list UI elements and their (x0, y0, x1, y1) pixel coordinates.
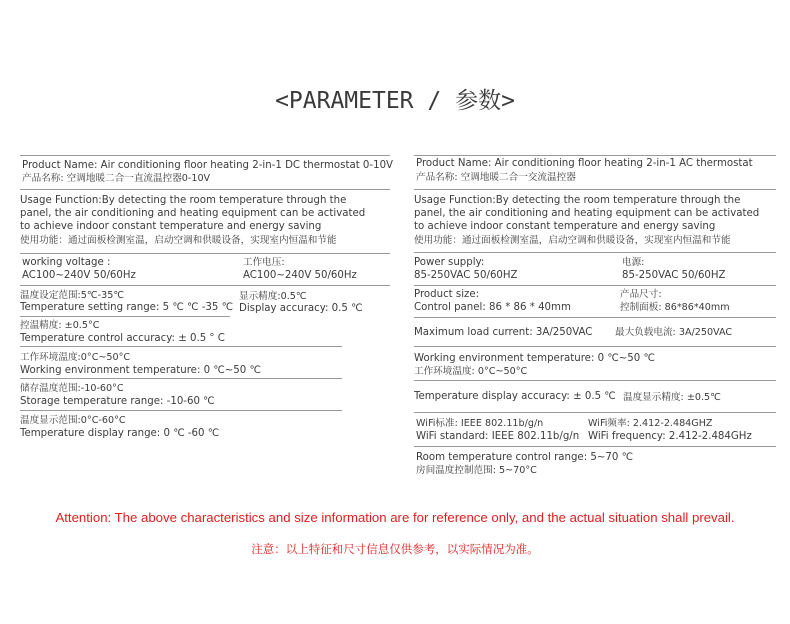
divider (414, 412, 776, 413)
max-load-cn: 最大负载电流: 3A/250VAC (615, 327, 733, 338)
divider (20, 378, 342, 379)
product-name-en: Product Name: Air conditioning floor heating 2-in-1 AC thermostat (416, 158, 753, 169)
room-range-en: Room temperature control range: 5~70 ℃ (416, 452, 634, 463)
size-value-cn: 控制面板: 86*86*40mm (620, 302, 730, 313)
wifi-standard-en: WiFi standard: IEEE 802.11b/g/n (416, 431, 580, 442)
usage-en-line1: Usage Function:By detecting the room temperature through the (20, 195, 347, 206)
attention-note-en: Attention: The above characteristics and size information are for reference only, and the actual situation shall prevail. (55, 510, 735, 525)
storage-range-en: Storage temperature range: -10-60 ℃ (20, 396, 215, 407)
divider (414, 446, 776, 447)
product-name-cn: 产品名称: 空调地暖二合一交流温控器 (416, 172, 576, 183)
divider (20, 410, 342, 411)
divider (414, 285, 776, 286)
usage-en-line1: Usage Function:By detecting the room temperature through the (414, 195, 741, 206)
size-value-en: Control panel: 86 * 86 * 40mm (414, 302, 571, 313)
divider (20, 253, 390, 254)
env-temp-en: Working environment temperature: 0 ℃~50 ℃ (414, 353, 655, 364)
usage-en-line2: panel, the air conditioning and heating equipment can be activated (20, 208, 366, 219)
divider (20, 316, 230, 317)
env-temp-en: Working environment temperature: 0 ℃~50 ℃ (20, 365, 261, 376)
product-name-cn: 产品名称: 空调地暖二合一直流温控器0-10V (22, 173, 211, 184)
max-load-en: Maximum load current: 3A/250VAC (414, 327, 593, 338)
usage-cn: 使用功能：通过面板检测室温，启动空调和供暖设备，实现室内恒温和节能 (20, 235, 337, 246)
divider (414, 346, 776, 347)
display-accuracy-cn: 显示精度:0.5℃ (239, 291, 307, 302)
display-range-en: Temperature display range: 0 ℃ -60 ℃ (20, 428, 220, 439)
usage-en-line2: panel, the air conditioning and heating equipment can be activated (414, 208, 760, 219)
divider (20, 285, 390, 286)
room-range-cn: 房间温度控制范围: 5~70°C (416, 465, 537, 476)
env-temp-cn: 工作环境温度: 0°C~50°C (414, 366, 528, 377)
size-label-en: Product size: (414, 289, 480, 300)
usage-en-line3: to achieve indoor constant temperature and energy saving (414, 221, 716, 232)
display-accuracy-en: Temperature display accuracy: ± 0.5 ℃ (414, 391, 616, 402)
voltage-label-cn: 工作电压: (243, 257, 285, 268)
page-title: <PARAMETER / 参数> (275, 88, 515, 114)
power-label-en: Power supply: (414, 257, 485, 268)
power-value-en: 85-250VAC 50/60HZ (414, 270, 518, 281)
usage-en-line3: to achieve indoor constant temperature and energy saving (20, 221, 322, 232)
product-name-en: Product Name: Air conditioning floor heating 2-in-1 DC thermostat 0-10V (22, 160, 394, 171)
setting-range-cn: 温度设定范围:5℃-35℃ (20, 290, 125, 301)
wifi-frequency-cn: WiFi频率: 2.412-2.484GHZ (588, 418, 713, 429)
setting-range-en: Temperature setting range: 5 ℃ ℃ -35 ℃ (20, 302, 234, 313)
divider (414, 189, 776, 190)
divider (20, 155, 390, 156)
usage-cn: 使用功能：通过面板检测室温，启动空调和供暖设备，实现室内恒温和节能 (414, 235, 731, 246)
divider (20, 189, 390, 190)
display-accuracy-cn: 温度显示精度: ±0.5℃ (623, 392, 721, 403)
wifi-standard-cn: WiFi标准: IEEE 802.11b/g/n (416, 418, 544, 429)
power-value-cn: 85-250VAC 50/60HZ (622, 270, 726, 281)
control-accuracy-en: Temperature control accuracy: ± 0.5 ° C (20, 333, 225, 344)
display-accuracy-en: Display accuracy: 0.5 ℃ (239, 303, 363, 314)
divider (20, 346, 342, 347)
voltage-value-en: AC100~240V 50/60Hz (22, 270, 136, 281)
control-accuracy-cn: 控温精度: ±0.5°C (20, 320, 100, 331)
size-label-cn: 产品尺寸: (620, 289, 662, 300)
divider (414, 252, 776, 253)
wifi-frequency-en: WiFi frequency: 2.412-2.484GHz (588, 431, 752, 442)
env-temp-cn: 工作环境温度:0°C~50°C (20, 352, 131, 363)
attention-note-cn: 注意：以上特征和尺寸信息仅供参考，以实际情况为准。 (251, 542, 539, 556)
divider (414, 155, 776, 156)
voltage-label-en: working voltage : (22, 257, 111, 268)
divider (414, 380, 776, 381)
storage-range-cn: 储存温度范围:-10-60°C (20, 383, 124, 394)
divider (414, 317, 776, 318)
display-range-cn: 温度显示范围:0°C-60°C (20, 415, 126, 426)
voltage-value-cn: AC100~240V 50/60Hz (243, 270, 357, 281)
power-label-cn: 电源: (622, 257, 645, 268)
